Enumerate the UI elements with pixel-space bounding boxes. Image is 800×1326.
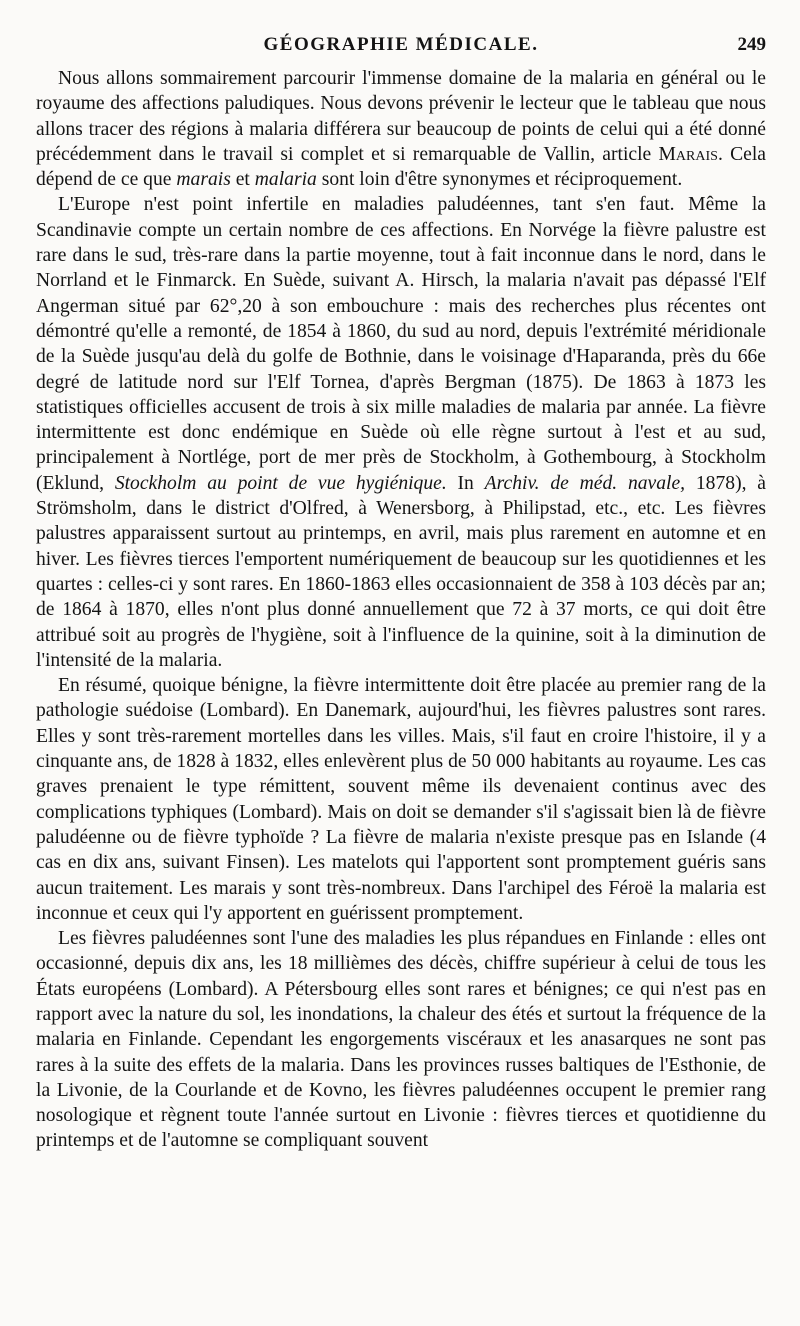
paragraph-3: En résumé, quoique bénigne, la fièvre intermittente doit être placée au premier rang de la pathologie suédoise (Lombard). En Danemark, aujourd'hui, les fièvres palustres sont rares. Elles y sont très-rarement mortelles dans les villes. Mais, s'il faut en croire l'histoire, il y a cinquante ans, de 1828 à 1832, elles enlevèrent plus de 50 000 habitants au royaume. Les cas graves prenaient le type rémittent, souvent même ils devenaient continus avec des complications typhiques (Lombard). Mais on doit se demander s'il s'agissait bien là de fièvre paludéenne ou de fièvre typhoïde ? La fièvre de malaria n'existe presque pas en Islande (4 cas en dix ans, suivant Finsen). Les matelots qui l'apportent sont promptement guéris sans aucun traitement. Les marais y sont très-nombreux. Dans l'archipel des Féroë la malaria est inconnue et ceux qui l'y apportent en guérissent promptement. bbox=[36, 675, 766, 924]
italic-stockholm-title: Stockholm au point de vue hygiénique. bbox=[114, 472, 447, 494]
body-text bbox=[36, 66, 766, 1154]
paragraph-1-text: Nous allons sommairement parcourir l'immense domaine de la malaria en général ou le royaume des affections paludiques. Nous devons prévenir le lecteur que le tableau que nous allons tracer des régions à malaria différera sur beaucoup de points de celui qui a été donné précédemment dans le travail si complet et si remarquable de Vallin, article bbox=[36, 68, 766, 165]
paragraph-2 bbox=[36, 192, 766, 673]
paragraph-1-conj: et bbox=[235, 169, 250, 191]
paragraph-4: Les fièvres paludéennes sont l'une des maladies les plus répandues en Finlande : elles ont occasionné, depuis dix ans, les 18 millièmes des décès, chiffre supérieur à celui de tous les États européens (Lombard). A Pétersbourg elles sont rares et bénignes; ce qui n'est pas en rapport avec la nature du sol, les inondations, la chaleur des étés et surtout la fréquence de la malaria en Finlande. Cependant les engorgements viscéraux et les anasarques ne sont pas rares à la suite des effets de la malaria. Dans les provinces russes baltiques de l'Esthonie, de la Livonie, de la Courlande et de Kovno, les fièvres paludéennes occupent le premier rang nosologique et règnent toute l'année surtout en Livonie : fièvres tierces et quotidienne du printemps et de l'automne se compliquant souvent bbox=[36, 928, 766, 1152]
italic-malaria: malaria bbox=[254, 169, 317, 191]
page-number: 249 bbox=[737, 34, 766, 55]
paragraph-1-text-end: sont loin d'être synonymes et réciproquement. bbox=[321, 169, 683, 191]
paragraph-2-text-end: 1878), à Strömsholm, dans le district d'Olfred, à Wenersborg, à Philipstad, etc., etc. Les fièvres palustres apparaissent surtout au printemps, en avril, mais plus rarement en automne et en hiver. Les fièvres tierces l'emportent numériquement de beaucoup sur les quotidiennes et les quartes : celles-ci y sont rares. En 1860-1863 elles occasionnaient de 358 à 103 décès par an; de 1864 à 1870, elles n'ont plus donné annuellement que 72 à 37 morts, ce qui doit être attribué soit au progrès de l'hygiène, soit à l'influence de la quinine, soit à la diminution de l'intensité de la malaria. bbox=[36, 472, 766, 671]
paragraph-1 bbox=[36, 66, 766, 192]
running-title: GÉOGRAPHIE MÉDICALE. bbox=[263, 34, 539, 55]
paragraph-2-in: In bbox=[457, 472, 474, 494]
page-header bbox=[36, 28, 766, 66]
paragraph-2-text: L'Europe n'est point infertile en maladies paludéennes, tant s'en faut. Même la Scandinavie compte un certain nombre de ces affections. En Norvége la fièvre palustre est rare dans le sud, très-rare dans la partie moyenne, tout à fait inconnue dans le nord, dans le Norrland et le Finmarck. En Suède, suivant A. Hirsch, la malaria n'avait pas dépassé l'Elf Angerman situé par 62°,20 à son embouchure : mais des recherches plus récentes ont démontré qu'elle a remonté, de 1854 à 1860, du sud au nord, depuis l'extrémité méridionale de la Suède jusqu'au delà du golfe de Bothnie, dans le voisinage d'Haparanda, près du 66e degré de latitude nord sur l'Elf Tornea, d'après Bergman (1875). De 1863 à 1873 les statistiques officielles accusent de trois à six mille maladies de malaria par année. La fièvre intermittente est donc endémique en Suède où elle règne surtout à l'est et au sud, principalement à Nortlége, port de mer près de Stockholm, à Gothembourg, à Stockholm (Eklund, bbox=[36, 194, 766, 494]
paragraph-1-text-cont: . Cela dépend de ce que bbox=[36, 143, 766, 191]
article-title-marais: Marais bbox=[658, 143, 718, 165]
italic-marais: marais bbox=[176, 169, 231, 191]
italic-archiv-title: Archiv. de méd. navale, bbox=[484, 472, 686, 494]
